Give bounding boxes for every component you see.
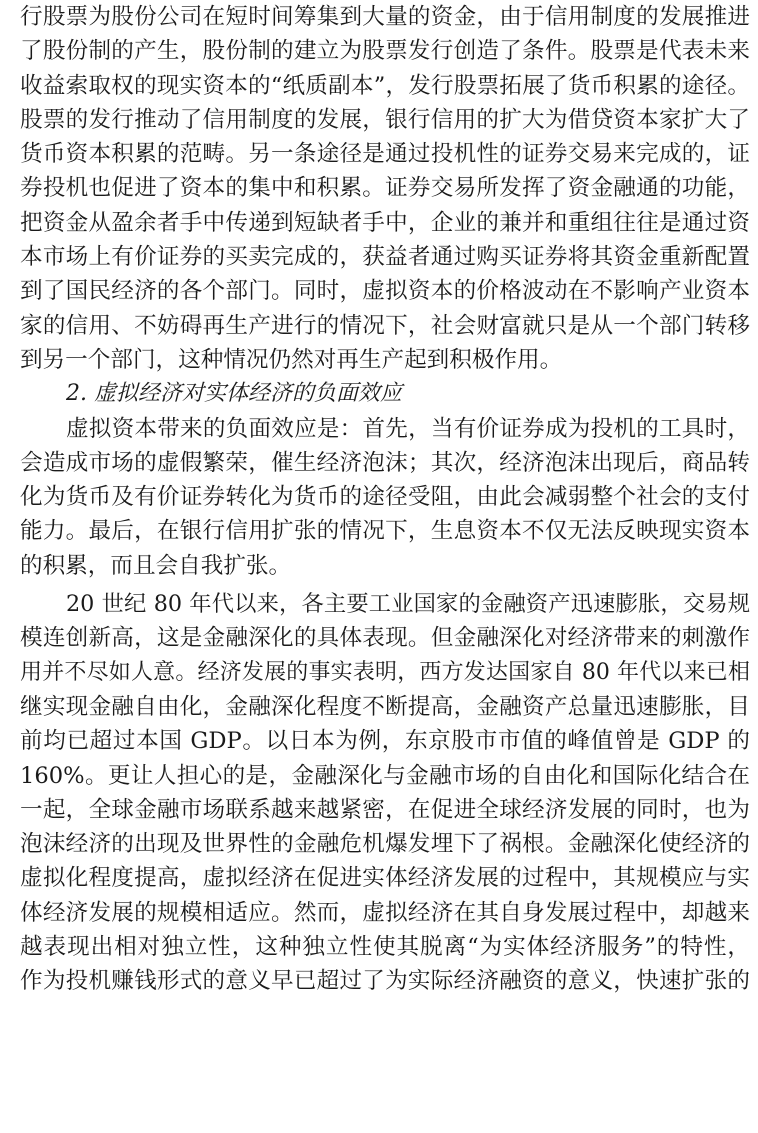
text-line: 化为货币及有价证券转化为货币的途径受阻，由此会减弱整个社会的支付	[20, 484, 750, 511]
text-line: 继实现金融自由化，金融深化程度不断提高，金融资产总量迅速膨胀，目	[20, 693, 750, 720]
text-line: 行股票为股份公司在短时间筹集到大量的资金，由于信用制度的发展推进	[20, 4, 750, 30]
text-line: 前均已超过本国 GDP。以日本为例，东京股市市值的峰值曾是 GDP 的	[20, 728, 750, 755]
text-line: 货币资本积累的范畴。另一条途径是通过投机性的证券交易来完成的，证	[20, 141, 750, 168]
text-line: 券投机也促进了资本的集中和积累。证券交易所发挥了资金融通的功能，	[20, 175, 750, 202]
document-page	[20, 0, 750, 999]
text-line: 会造成市场的虚假繁荣，催生经济泡沫；其次，经济泡沫出现后，商品转	[20, 449, 750, 476]
text-line: 到了国民经济的各个部门。同时，虚拟资本的价格波动在不影响产业资本	[20, 278, 750, 305]
text-line: 作为投机赚钱形式的意义早已超过了为实际经济融资的意义，快速扩张的	[20, 968, 750, 995]
text-line: 越表现出相对独立性，这种独立性使其脱离“为实体经济服务”的特性，	[20, 934, 750, 961]
paragraph-3	[20, 587, 750, 999]
text-line: 模连创新高，这是金融深化的具体表现。但金融深化对经济带来的刺激作	[20, 625, 750, 652]
section-heading: 2. 虚拟经济对实体经济的负面效应	[66, 381, 402, 407]
text-line: 把资金从盈余者手中传递到短缺者手中，企业的兼并和重组往往是通过资	[20, 209, 750, 236]
text-line: 20 世纪 80 年代以来，各主要工业国家的金融资产迅速膨胀，交易规	[66, 591, 750, 618]
text-line: 虚拟资本带来的负面效应是：首先，当有价证券成为投机的工具时，	[66, 415, 750, 442]
text-line: 泡沫经济的出现及世界性的金融危机爆发埋下了祸根。金融深化使经济的	[20, 831, 750, 858]
text-line: 本市场上有价证券的买卖完成的，获益者通过购买证券将其资金重新配置	[20, 244, 750, 271]
text-line: 体经济发展的规模相适应。然而，虚拟经济在其自身发展过程中，却越来	[20, 899, 750, 926]
text-line: 到另一个部门，这种情况仍然对再生产起到积极作用。	[20, 346, 563, 373]
text-line: 股票的发行推动了信用制度的发展，银行信用的扩大为借贷资本家扩大了	[20, 106, 750, 133]
text-line: 家的信用、不妨碍再生产进行的情况下，社会财富就只是从一个部门转移	[20, 312, 750, 339]
text-line: 160%。更让人担心的是，金融深化与金融市场的自由化和国际化结合在	[20, 762, 750, 789]
text-line: 收益索取权的现实资本的“纸质副本”，发行股票拓展了货币积累的途径。	[20, 72, 750, 99]
paragraph-2	[20, 412, 750, 583]
text-line: 了股份制的产生，股份制的建立为股票发行创造了条件。股票是代表未来	[20, 38, 750, 65]
text-line: 用并不尽如人意。经济发展的事实表明，西方发达国家自 80 年代以来已相	[20, 659, 750, 685]
paragraph-1	[20, 0, 750, 377]
text-line: 虚拟化程度提高，虚拟经济在促进实体经济发展的过程中，其规模应与实	[20, 865, 750, 892]
text-line: 的积累，而且会自我扩张。	[20, 552, 292, 579]
text-line: 能力。最后，在银行信用扩张的情况下，生息资本不仅无法反映现实资本	[20, 518, 750, 545]
text-line: 一起，全球金融市场联系越来越紧密，在促进全球经济发展的同时，也为	[20, 796, 750, 823]
